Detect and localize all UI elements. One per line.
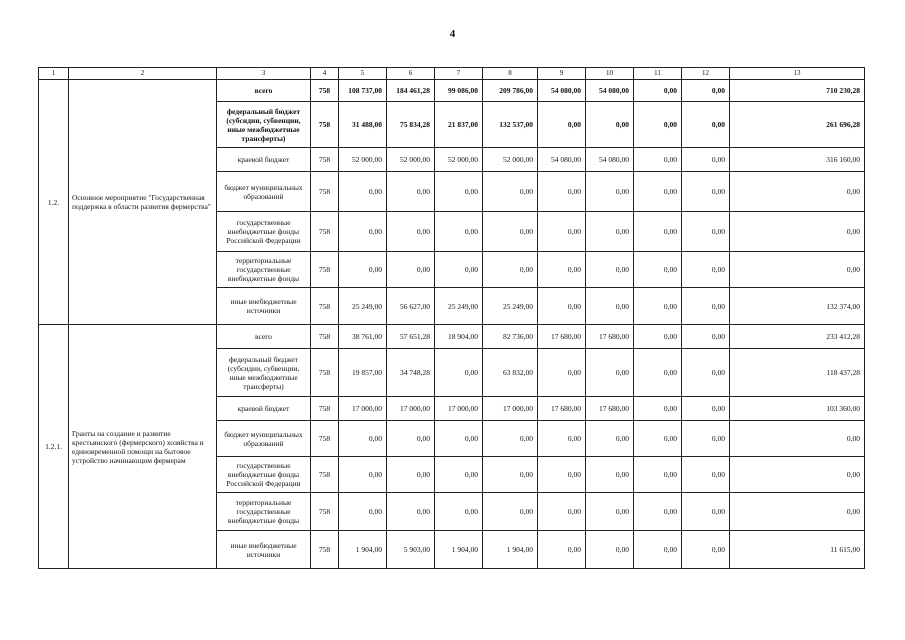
amount-cell: 75 834,28 <box>387 102 435 148</box>
amount-cell: 0,00 <box>634 288 682 325</box>
header-cell: 7 <box>435 68 483 80</box>
amount-cell: 0,00 <box>538 212 586 252</box>
amount-cell: 0,00 <box>483 457 538 493</box>
amount-cell: 0,00 <box>586 212 634 252</box>
amount-cell: 0,00 <box>586 102 634 148</box>
amount-cell: 132 537,00 <box>483 102 538 148</box>
amount-cell: 0,00 <box>634 397 682 421</box>
amount-cell: 710 230,28 <box>730 80 865 102</box>
amount-cell: 0,00 <box>634 457 682 493</box>
amount-cell: 1 904,00 <box>339 531 387 569</box>
amount-cell: 118 437,28 <box>730 349 865 397</box>
amount-cell: 0,00 <box>682 172 730 212</box>
amount-cell: 17 680,00 <box>586 325 634 349</box>
amount-cell: 0,00 <box>387 457 435 493</box>
amount-cell: 54 080,00 <box>538 80 586 102</box>
amount-cell: 34 748,28 <box>387 349 435 397</box>
amount-cell: 17 000,00 <box>387 397 435 421</box>
amount-cell: 132 374,00 <box>730 288 865 325</box>
amount-cell: 56 627,00 <box>387 288 435 325</box>
grbs-code: 758 <box>311 148 339 172</box>
amount-cell: 82 736,00 <box>483 325 538 349</box>
amount-cell: 0,00 <box>586 172 634 212</box>
header-cell: 4 <box>311 68 339 80</box>
header-cell: 2 <box>69 68 217 80</box>
amount-cell: 0,00 <box>483 172 538 212</box>
amount-cell: 0,00 <box>339 493 387 531</box>
amount-cell: 17 680,00 <box>538 325 586 349</box>
amount-cell: 0,00 <box>586 531 634 569</box>
amount-cell: 0,00 <box>682 252 730 288</box>
table-row <box>39 325 865 349</box>
amount-cell: 261 696,28 <box>730 102 865 148</box>
amount-cell: 0,00 <box>538 493 586 531</box>
amount-cell: 0,00 <box>682 397 730 421</box>
funding-source: иные внебюджетные источники <box>217 288 311 325</box>
amount-cell: 5 903,00 <box>387 531 435 569</box>
table-row <box>39 80 865 102</box>
amount-cell: 99 086,00 <box>435 80 483 102</box>
amount-cell: 209 786,00 <box>483 80 538 102</box>
funding-source: федеральный бюджет (субсидии, субвенции, иные межбюджетные трансферты) <box>217 102 311 148</box>
amount-cell: 0,00 <box>538 288 586 325</box>
amount-cell: 25 249,00 <box>435 288 483 325</box>
funding-source: территориальные государственные внебюджетные фонды <box>217 252 311 288</box>
amount-cell: 0,00 <box>682 457 730 493</box>
funding-source: федеральный бюджет (субсидии, субвенции, иные межбюджетные трансферты) <box>217 349 311 397</box>
funding-source: государственные внебюджетные фонды Российской Федерации <box>217 212 311 252</box>
grbs-code: 758 <box>311 531 339 569</box>
amount-cell: 17 000,00 <box>435 397 483 421</box>
amount-cell: 0,00 <box>538 531 586 569</box>
amount-cell: 0,00 <box>387 421 435 457</box>
amount-cell: 184 461,28 <box>387 80 435 102</box>
amount-cell: 0,00 <box>435 349 483 397</box>
amount-cell: 0,00 <box>538 102 586 148</box>
amount-cell: 0,00 <box>339 212 387 252</box>
header-row <box>39 68 865 80</box>
funding-source: краевой бюджет <box>217 148 311 172</box>
amount-cell: 0,00 <box>634 102 682 148</box>
amount-cell: 0,00 <box>634 421 682 457</box>
grbs-code: 758 <box>311 80 339 102</box>
amount-cell: 52 000,00 <box>435 148 483 172</box>
amount-cell: 0,00 <box>634 493 682 531</box>
amount-cell: 0,00 <box>339 457 387 493</box>
amount-cell: 0,00 <box>634 148 682 172</box>
grbs-code: 758 <box>311 349 339 397</box>
amount-cell: 0,00 <box>682 80 730 102</box>
header-cell: 10 <box>586 68 634 80</box>
amount-cell: 52 000,00 <box>483 148 538 172</box>
amount-cell: 17 680,00 <box>538 397 586 421</box>
page-number: 4 <box>449 28 456 40</box>
funding-source: всего <box>217 325 311 349</box>
amount-cell: 0,00 <box>435 493 483 531</box>
grbs-code: 758 <box>311 102 339 148</box>
amount-cell: 0,00 <box>634 212 682 252</box>
amount-cell: 57 651,28 <box>387 325 435 349</box>
amount-cell: 233 412,28 <box>730 325 865 349</box>
funding-source: краевой бюджет <box>217 397 311 421</box>
amount-cell: 0,00 <box>682 325 730 349</box>
amount-cell: 0,00 <box>435 457 483 493</box>
amount-cell: 17 000,00 <box>339 397 387 421</box>
header-cell: 3 <box>217 68 311 80</box>
amount-cell: 0,00 <box>387 212 435 252</box>
amount-cell: 0,00 <box>387 493 435 531</box>
amount-cell: 0,00 <box>682 288 730 325</box>
grbs-code: 758 <box>311 172 339 212</box>
amount-cell: 0,00 <box>586 349 634 397</box>
amount-cell: 52 000,00 <box>339 148 387 172</box>
amount-cell: 0,00 <box>435 172 483 212</box>
header-cell: 11 <box>634 68 682 80</box>
funding-source: бюджет муниципальных образований <box>217 172 311 212</box>
grbs-code: 758 <box>311 457 339 493</box>
amount-cell: 0,00 <box>634 252 682 288</box>
amount-cell: 0,00 <box>339 421 387 457</box>
grbs-code: 758 <box>311 252 339 288</box>
amount-cell: 0,00 <box>586 288 634 325</box>
amount-cell: 0,00 <box>682 531 730 569</box>
header-cell: 9 <box>538 68 586 80</box>
amount-cell: 1 904,00 <box>435 531 483 569</box>
amount-cell: 54 080,00 <box>586 148 634 172</box>
header-cell: 13 <box>730 68 865 80</box>
amount-cell: 0,00 <box>387 172 435 212</box>
amount-cell: 0,00 <box>682 349 730 397</box>
amount-cell: 0,00 <box>387 252 435 288</box>
amount-cell: 0,00 <box>634 531 682 569</box>
amount-cell: 0,00 <box>682 493 730 531</box>
amount-cell: 0,00 <box>435 421 483 457</box>
funding-source: государственные внебюджетные фонды Российской Федерации <box>217 457 311 493</box>
item-code: 1.2.1. <box>39 325 69 569</box>
amount-cell: 0,00 <box>483 421 538 457</box>
amount-cell: 0,00 <box>730 457 865 493</box>
amount-cell: 17 680,00 <box>586 397 634 421</box>
amount-cell: 0,00 <box>435 212 483 252</box>
amount-cell: 0,00 <box>634 325 682 349</box>
amount-cell: 0,00 <box>538 457 586 493</box>
amount-cell: 0,00 <box>634 349 682 397</box>
grbs-code: 758 <box>311 212 339 252</box>
amount-cell: 25 249,00 <box>483 288 538 325</box>
amount-cell: 0,00 <box>339 252 387 288</box>
amount-cell: 316 160,00 <box>730 148 865 172</box>
amount-cell: 0,00 <box>538 421 586 457</box>
amount-cell: 0,00 <box>682 421 730 457</box>
amount-cell: 103 360,00 <box>730 397 865 421</box>
amount-cell: 108 737,00 <box>339 80 387 102</box>
header-cell: 1 <box>39 68 69 80</box>
amount-cell: 19 857,00 <box>339 349 387 397</box>
amount-cell: 0,00 <box>483 212 538 252</box>
amount-cell: 0,00 <box>586 457 634 493</box>
amount-cell: 0,00 <box>586 493 634 531</box>
amount-cell: 0,00 <box>435 252 483 288</box>
amount-cell: 21 837,00 <box>435 102 483 148</box>
amount-cell: 0,00 <box>483 493 538 531</box>
grbs-code: 758 <box>311 493 339 531</box>
header-cell: 8 <box>483 68 538 80</box>
header-cell: 12 <box>682 68 730 80</box>
amount-cell: 54 080,00 <box>538 148 586 172</box>
amount-cell: 63 832,00 <box>483 349 538 397</box>
amount-cell: 0,00 <box>586 421 634 457</box>
item-name: Основное мероприятие "Государственная поддержка в области развития фермерства" <box>69 80 217 325</box>
budget-table <box>38 67 865 569</box>
amount-cell: 0,00 <box>682 212 730 252</box>
amount-cell: 38 761,00 <box>339 325 387 349</box>
funding-source: всего <box>217 80 311 102</box>
amount-cell: 17 000,00 <box>483 397 538 421</box>
funding-source: бюджет муниципальных образований <box>217 421 311 457</box>
amount-cell: 0,00 <box>538 172 586 212</box>
header-cell: 5 <box>339 68 387 80</box>
amount-cell: 0,00 <box>730 252 865 288</box>
amount-cell: 0,00 <box>483 252 538 288</box>
amount-cell: 52 000,00 <box>387 148 435 172</box>
amount-cell: 0,00 <box>538 252 586 288</box>
amount-cell: 31 488,00 <box>339 102 387 148</box>
amount-cell: 0,00 <box>339 172 387 212</box>
amount-cell: 0,00 <box>730 493 865 531</box>
amount-cell: 1 904,00 <box>483 531 538 569</box>
amount-cell: 0,00 <box>730 172 865 212</box>
grbs-code: 758 <box>311 421 339 457</box>
amount-cell: 0,00 <box>730 421 865 457</box>
amount-cell: 54 080,00 <box>586 80 634 102</box>
amount-cell: 18 904,00 <box>435 325 483 349</box>
amount-cell: 0,00 <box>538 349 586 397</box>
funding-source: иные внебюджетные источники <box>217 531 311 569</box>
grbs-code: 758 <box>311 325 339 349</box>
amount-cell: 0,00 <box>682 102 730 148</box>
item-name: Гранты на создание и развитие крестьянского (фермерского) хозяйства и единовременной помощи на бытовое устройство начинающим фермерам <box>69 325 217 569</box>
amount-cell: 11 615,00 <box>730 531 865 569</box>
amount-cell: 0,00 <box>682 148 730 172</box>
grbs-code: 758 <box>311 288 339 325</box>
amount-cell: 25 249,00 <box>339 288 387 325</box>
amount-cell: 0,00 <box>730 212 865 252</box>
item-code: 1.2. <box>39 80 69 325</box>
grbs-code: 758 <box>311 397 339 421</box>
funding-source: территориальные государственные внебюджетные фонды <box>217 493 311 531</box>
amount-cell: 0,00 <box>634 172 682 212</box>
amount-cell: 0,00 <box>634 80 682 102</box>
header-cell: 6 <box>387 68 435 80</box>
amount-cell: 0,00 <box>586 252 634 288</box>
